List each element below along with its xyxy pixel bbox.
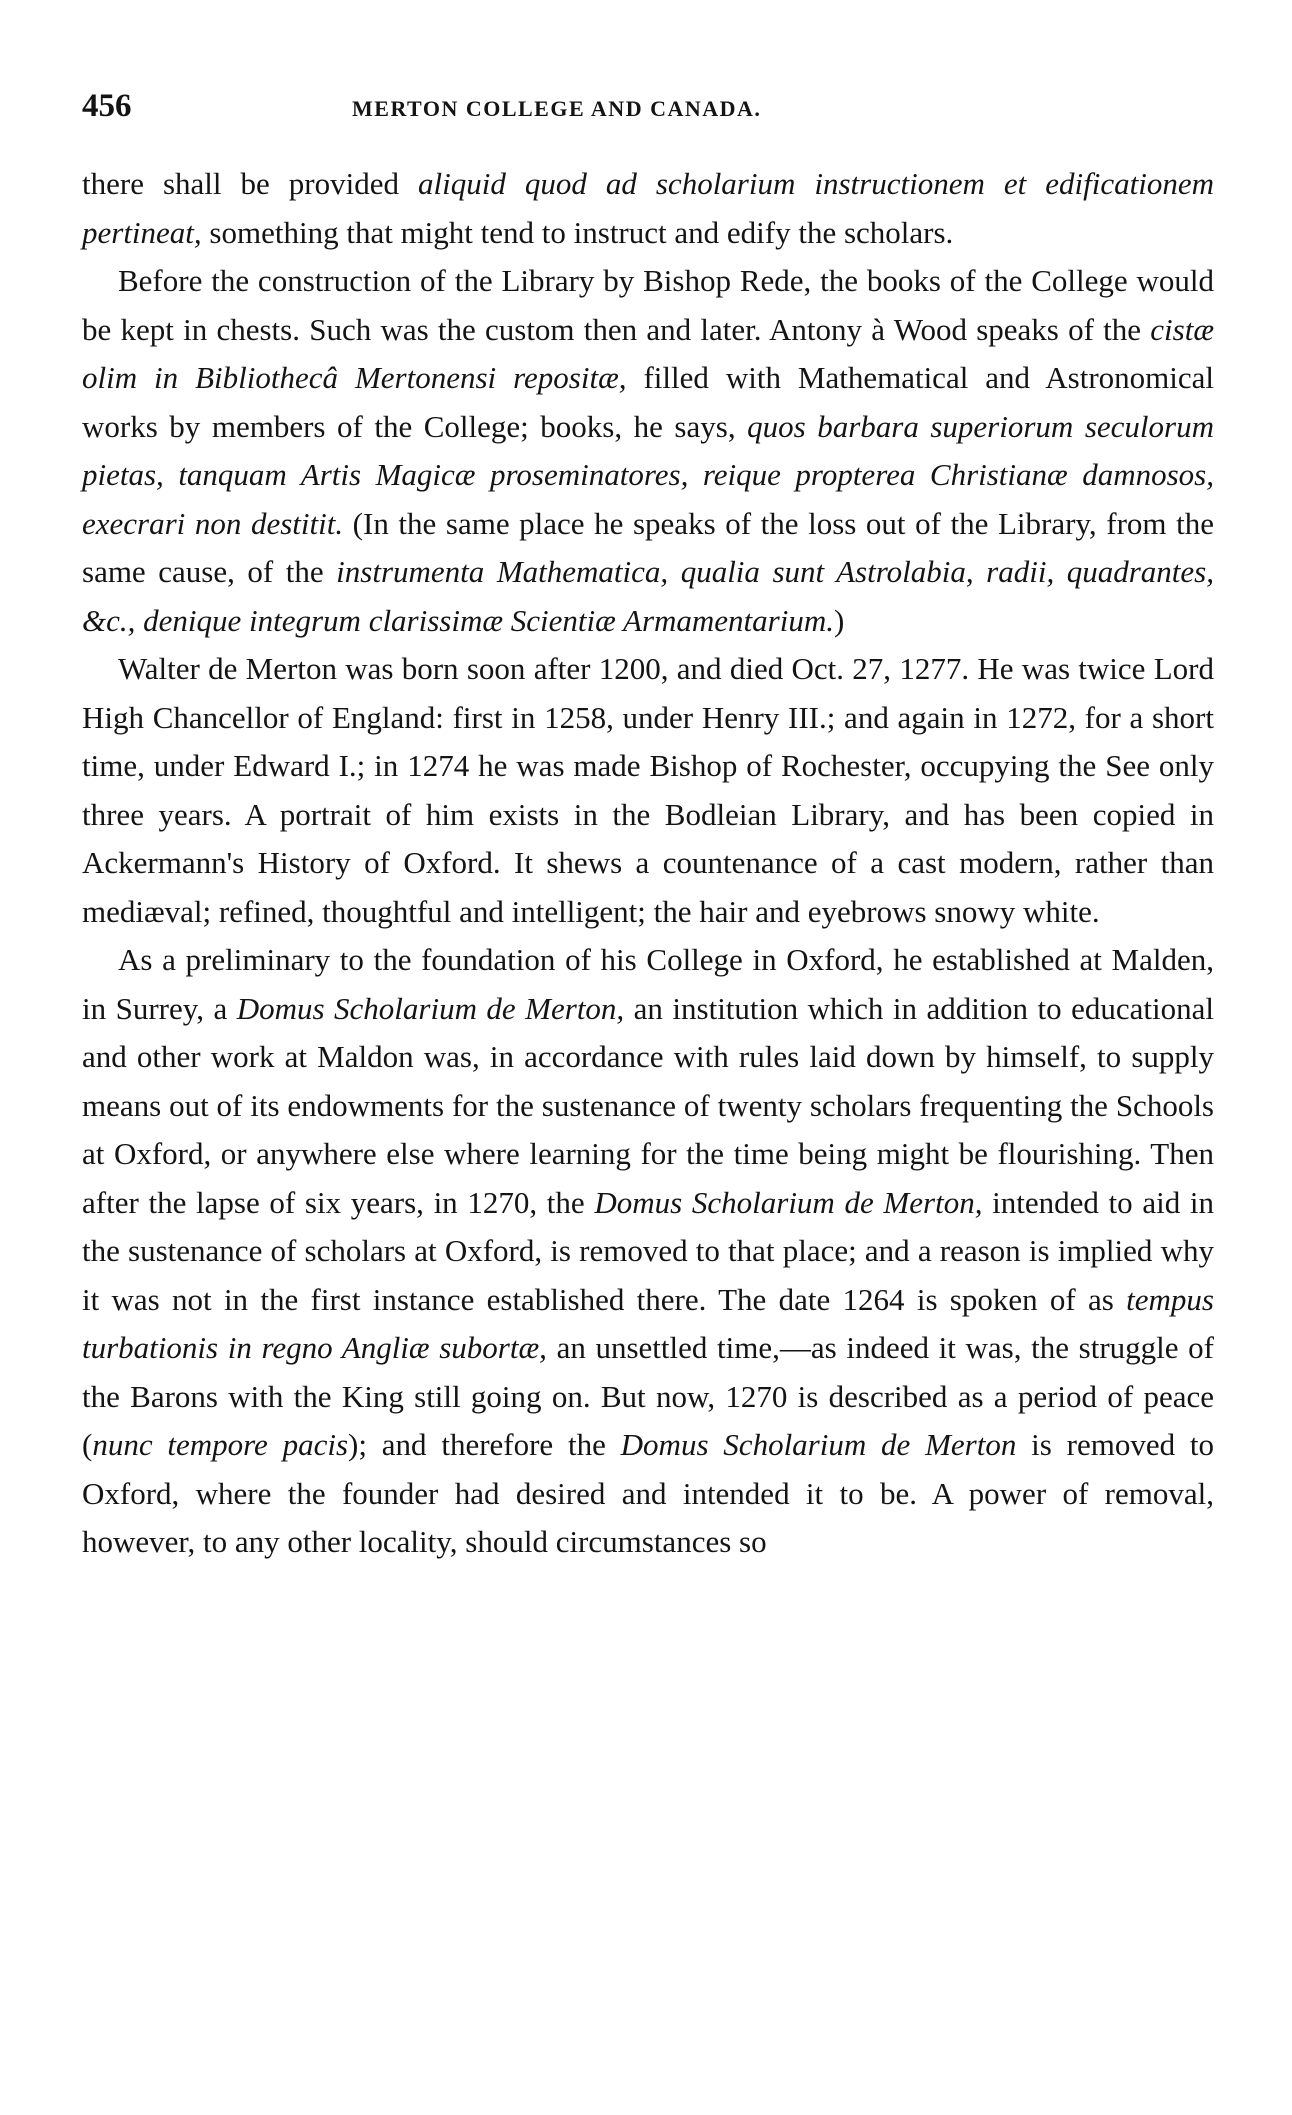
page-header	[82, 88, 1214, 160]
page-number: 456	[82, 88, 132, 124]
text-run: something that might tend to instruct and edify the scholars.	[201, 214, 954, 250]
text-run: As a preliminary to the foundation of his College in Oxford, he established at Malden, in Surrey, a	[82, 942, 1214, 1026]
running-title: MERTON COLLEGE AND CANADA.	[352, 96, 762, 121]
text-run: Walter de Merton was born soon after 1200, and died Oct. 27, 1277. He was twice Lord High Chancellor of England: first in 1258, under Henry III.; and again in 1272, for a short time, under Edward I.; in 1274 he was made Bishop of Rochester, occupying the See only three years. A portrait of him exists in the Bodleian Library, and has been copied in Ackermann's History of Oxford. It shews a countenance of a cast modern, rather than mediæval; refined, thoughtful and intelligent; the hair and eyebrows snowy white.	[82, 651, 1214, 929]
text-run: Before the construction of the Library by Bishop Rede, the books of the College would be kept in chests. Such was the custom then and later. Antony à Wood speaks of the	[82, 263, 1214, 347]
latin-phrase: tempus turbationis in regno Angliæ subortæ,	[82, 1281, 1214, 1365]
paragraph-4	[82, 936, 1214, 1567]
body-text	[82, 160, 1214, 1567]
latin-phrase: Domus Scholarium de Merton,	[594, 1184, 983, 1220]
latin-phrase: quos barbara superiorum seculorum pietas, tanquam Artis Magicæ proseminatores, reique propterea Christianæ damnosos, execrari non destitit.	[82, 408, 1214, 541]
text-run: (In the same place he speaks of the loss out of the Library, from the same cause, of the	[82, 505, 1214, 589]
paragraph-2	[82, 257, 1214, 645]
text-run: ); and therefore the	[348, 1427, 621, 1462]
text-run: intended to aid in the sustenance of scholars at Oxford, is removed to that place; and a reason is implied why it was not in the first instance established there. The date 1264 is spoken of as	[82, 1184, 1215, 1317]
paragraph-1	[82, 160, 1214, 257]
text-run: is removed to Oxford, where the founder had desired and intended it to be. A power of removal, however, to any other locality, should circumstances so	[82, 1427, 1214, 1559]
latin-phrase: Domus Scholarium de Merton,	[236, 990, 625, 1026]
text-run: an unsettled time,—as indeed it was, the struggle of the Barons with the King still going on. But now, 1270 is described as a period of peace (	[82, 1330, 1214, 1462]
latin-phrase: aliquid quod ad scholarium instructionem et edificationem pertineat,	[82, 166, 1214, 250]
latin-phrase: cistæ olim in Bibliothecâ Mertonensi repositæ,	[82, 311, 1214, 395]
text-run: there shall be provided	[82, 166, 418, 201]
text-run: an institution which in addition to educational and other work at Maldon was, in accordance with rules laid down by himself, to supply means out of its endowments for the sustenance of twenty scholars frequenting the Schools at Oxford, or anywhere else where learning for the time being might be flourishing. Then after the lapse of six years, in 1270, the	[82, 990, 1214, 1220]
paragraph-3	[82, 645, 1214, 936]
text-run: filled with Mathematical and Astronomical works by members of the College; books, he says,	[82, 360, 1214, 444]
text-run: )	[833, 602, 845, 638]
latin-phrase: Domus Scholarium de Merton	[620, 1427, 1017, 1462]
latin-phrase: instrumenta Mathematica, qualia sunt Astrolabia, radii, quadrantes, &c., denique integrum clarissimæ Scientiæ Armamentarium.	[82, 554, 1214, 638]
latin-phrase: nunc tempore pacis	[92, 1427, 349, 1462]
